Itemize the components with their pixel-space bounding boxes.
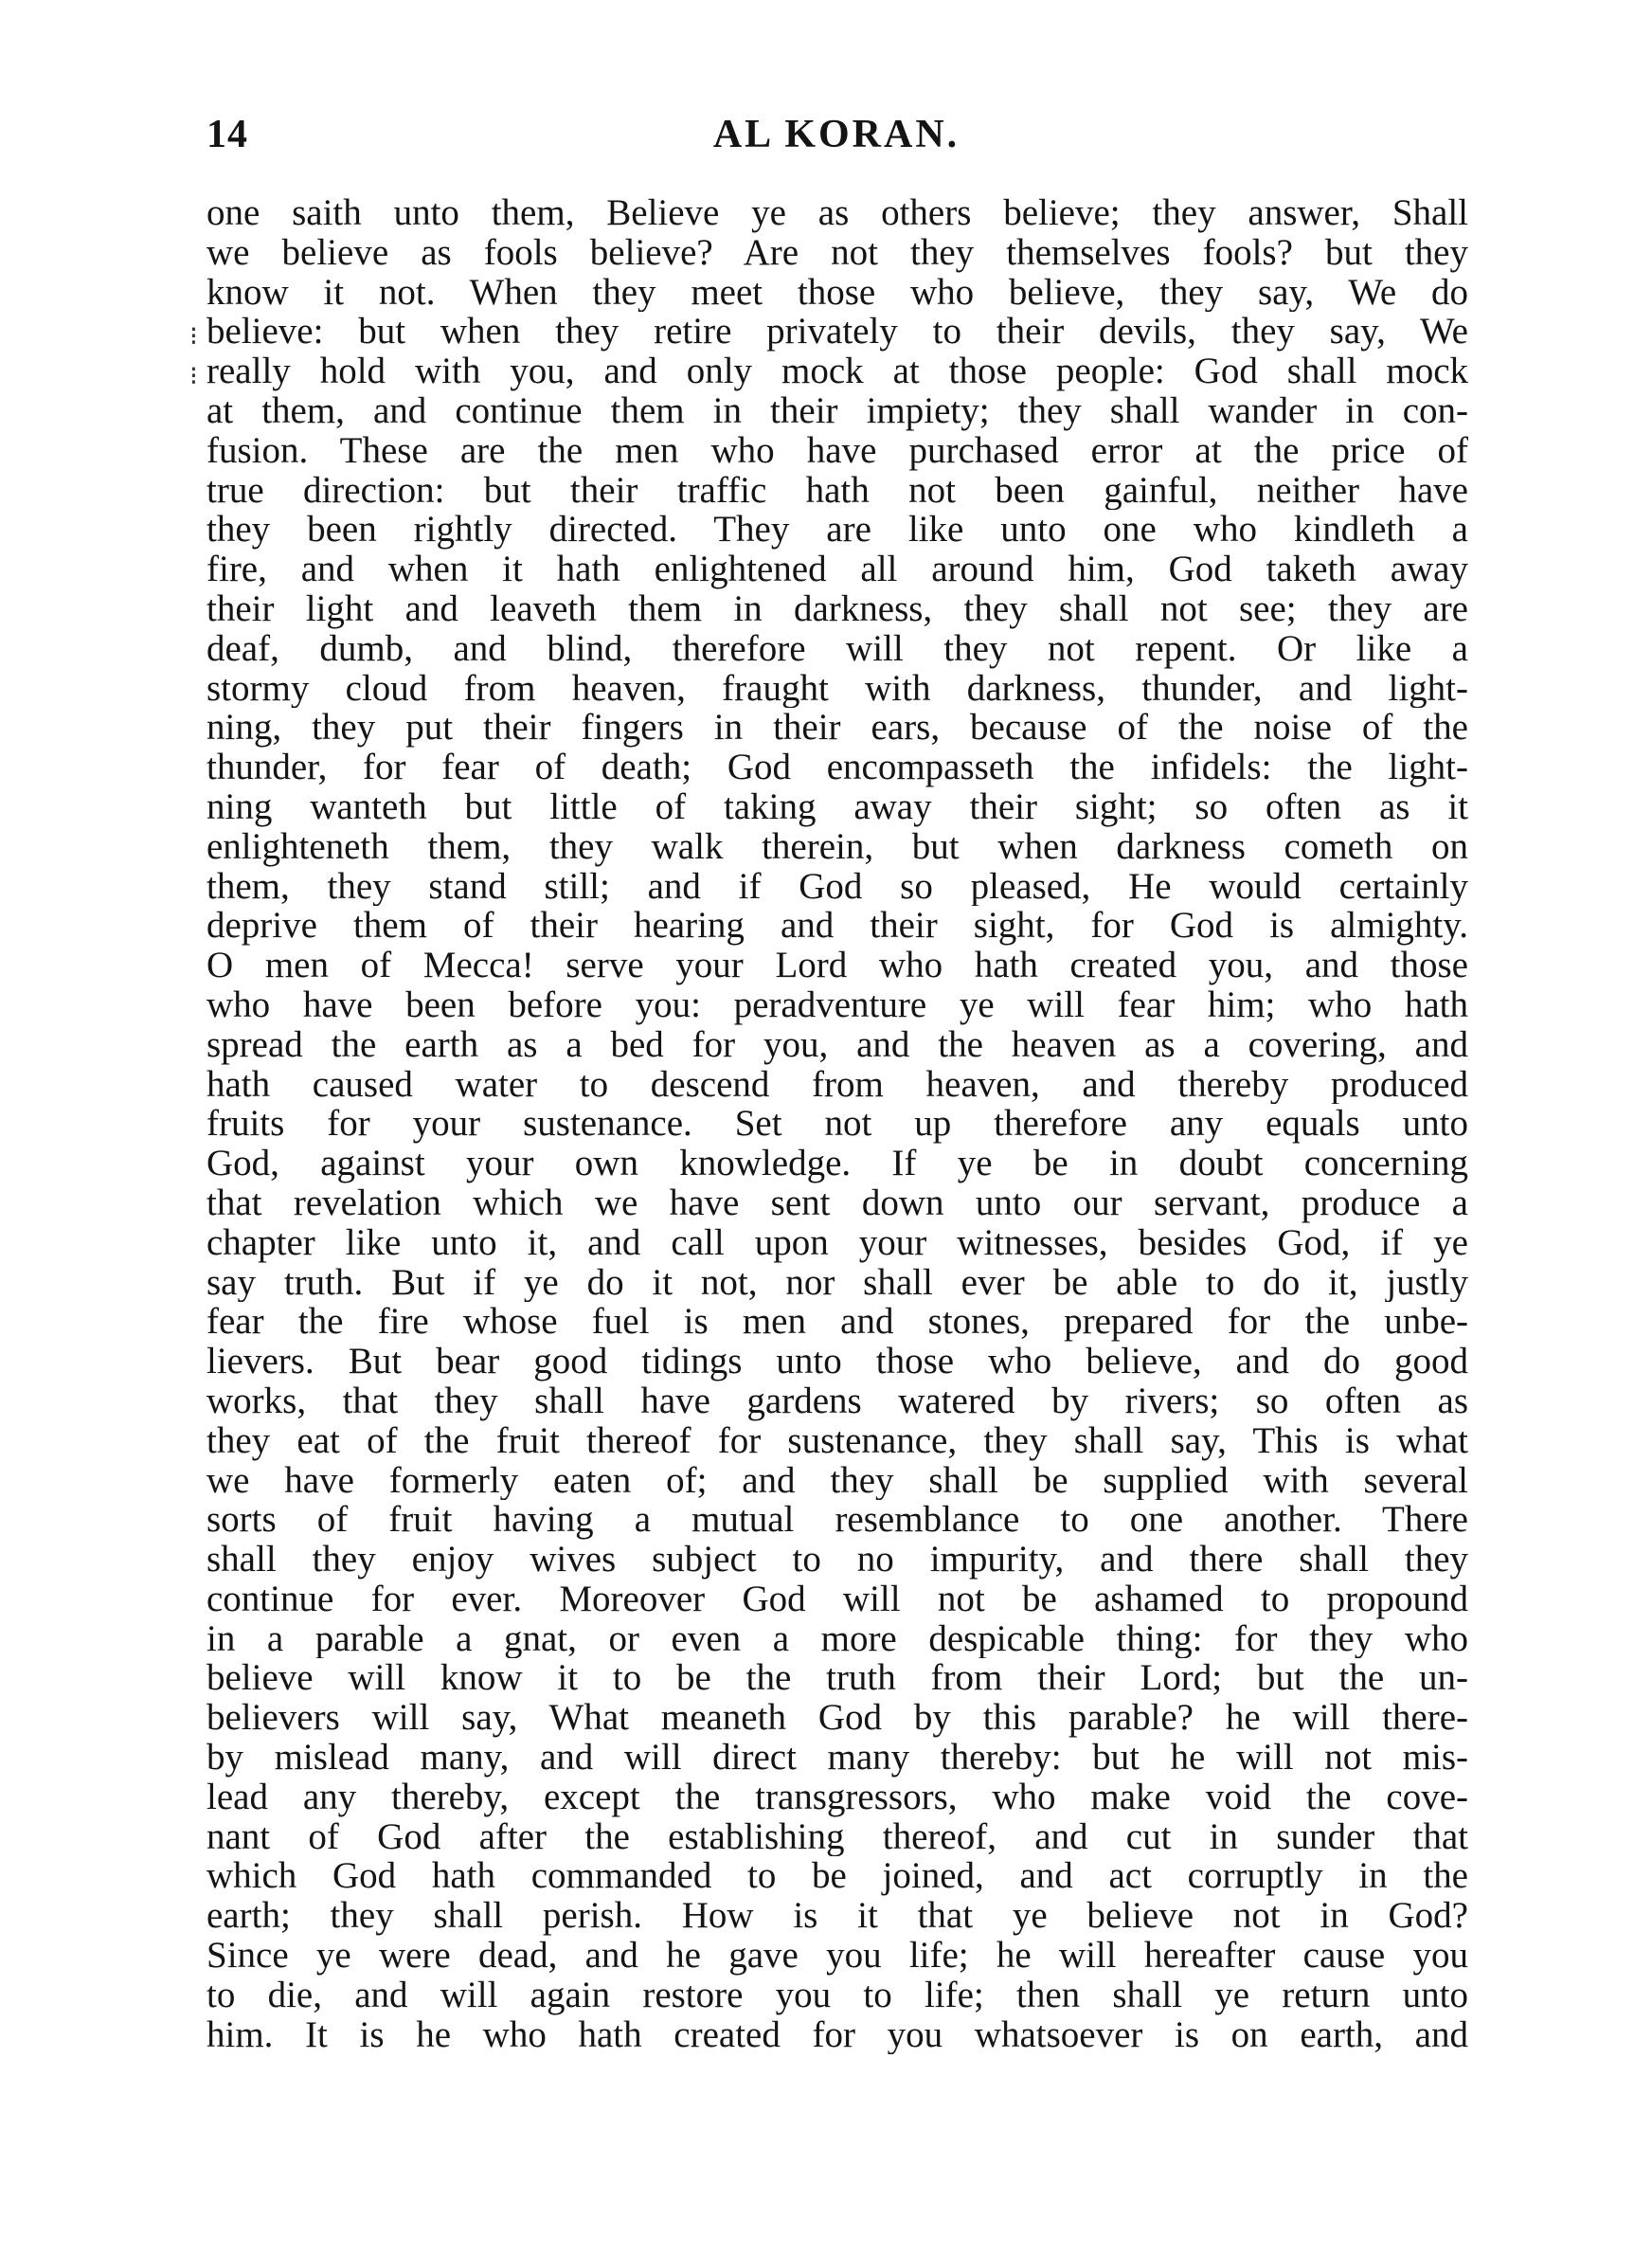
text-line: one saith unto them, Believe ye as others believe; they answer, Shall [206, 193, 1468, 233]
text-line: chapter like unto it, and call upon your witnesses, besides God, if ye [206, 1222, 1468, 1263]
text-line: nant of God after the establishing thereof, and cut in sunder that [206, 1816, 1468, 1857]
page-header [206, 112, 1466, 169]
text-line: O men of Mecca! serve your Lord who hath created you, and those [206, 946, 1468, 985]
text-line: earth; they shall perish. How is it that ye believe not in God? [206, 1896, 1468, 1937]
text-line: say truth. But if ye do it not, nor shall ever be able to do it, justly [206, 1262, 1468, 1303]
text-line: believers will say, What meaneth God by this parable? he will there- [206, 1698, 1468, 1739]
text-line: fruits for your sustenance. Set not up therefore any equals unto [206, 1104, 1468, 1145]
text-line: spread the earth as a bed for you, and the heaven as a covering, and [206, 1024, 1468, 1065]
text-line: by mislead many, and will direct many thereby: but he will not mis- [206, 1738, 1468, 1778]
margin-speck: ⁝ [189, 362, 198, 391]
text-line: believe: but when they retire privately to their devils, they say, We [206, 312, 1468, 352]
body-text [206, 193, 1468, 2054]
page-number: 14 [206, 113, 248, 156]
text-line: we have formerly eaten of; and they shall be supplied with several [206, 1460, 1468, 1501]
text-line: fire, and when it hath enlightened all around him, God taketh away [206, 550, 1468, 589]
text-line: fusion. These are the men who have purchased error at the price of [206, 430, 1468, 471]
text-line: works, that they shall have gardens watered by rivers; so often as [206, 1381, 1468, 1421]
text-line: deprive them of their hearing and their sight, for God is almighty. [206, 906, 1468, 947]
text-line: hath caused water to descend from heaven, and thereby produced [206, 1064, 1468, 1105]
text-line: Since ye were dead, and he gave you life; he will hereafter cause you [206, 1936, 1468, 1976]
text-line: we believe as fools believe? Are not they themselves fools? but they [206, 232, 1468, 273]
text-line: who have been before you: peradventure ye will fear him; who hath [206, 984, 1468, 1025]
text-line: God, against your own knowledge. If ye be in doubt concerning [206, 1144, 1468, 1183]
text-line: know it not. When they meet those who believe, they say, We do [206, 272, 1468, 313]
text-line: their light and leaveth them in darkness, they shall not see; they are [206, 588, 1468, 629]
text-line: shall they enjoy wives subject to no impurity, and there shall they [206, 1540, 1468, 1580]
text-line: believe will know it to be the truth from their Lord; but the un- [206, 1658, 1468, 1699]
text-line: ning wanteth but little of taking away their sight; so often as it [206, 786, 1468, 827]
text-line: which God hath commanded to be joined, and act corruptly in the [206, 1856, 1468, 1897]
text-line: sorts of fruit having a mutual resemblance to one another. There [206, 1500, 1468, 1541]
text-line: they been rightly directed. They are like unto one who kindleth a [206, 510, 1468, 551]
text-line: they eat of the fruit thereof for sustenance, they shall say, This is what [206, 1420, 1468, 1461]
text-line: them, they stand still; and if God so pleased, He would certainly [206, 866, 1468, 907]
text-line: lead any thereby, except the transgressors, who make void the cove- [206, 1777, 1468, 1817]
margin-speck: ⁝ [189, 322, 198, 352]
text-line: stormy cloud from heaven, fraught with darkness, thunder, and light- [206, 668, 1468, 709]
text-line: continue for ever. Moreover God will not be ashamed to propound [206, 1579, 1468, 1619]
text-line: thunder, for fear of death; God encompasseth the infidels: the light- [206, 748, 1468, 787]
text-line: ning, they put their fingers in their ears, because of the noise of the [206, 708, 1468, 749]
text-line: to die, and will again restore you to life; then shall ye return unto [206, 1975, 1468, 2015]
text-line: at them, and continue them in their impiety; they shall wander in con- [206, 390, 1468, 431]
text-line: fear the fire whose fuel is men and stones, prepared for the unbe- [206, 1302, 1468, 1343]
text-line: deaf, dumb, and blind, therefore will they not repent. Or like a [206, 628, 1468, 669]
text-line: lievers. But bear good tidings unto those who believe, and do good [206, 1342, 1468, 1381]
running-head: AL KORAN. [712, 113, 961, 156]
text-line: in a parable a gnat, or even a more despicable thing: for they who [206, 1618, 1468, 1659]
text-line: him. It is he who hath created for you whatsoever is on earth, and [206, 2014, 1468, 2055]
text-line: really hold with you, and only mock at those people: God shall mock [206, 352, 1468, 391]
text-line: enlighteneth them, they walk therein, but when darkness cometh on [206, 826, 1468, 867]
text-line: true direction: but their traffic hath not been gainful, neither have [206, 470, 1468, 511]
text-line: that revelation which we have sent down unto our servant, produce a [206, 1183, 1468, 1223]
